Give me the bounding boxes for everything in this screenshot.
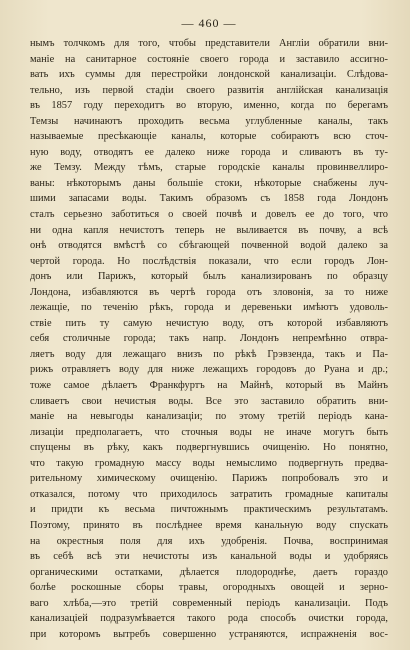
text-line: при которомъ вытребъ совершенно устраняются, испражненiя вос- bbox=[30, 628, 388, 640]
text-line: органическими остатками, дѣлается плодороднѣе, даетъ гораздо bbox=[30, 566, 388, 578]
text-line: Лондона, избавляются въ чертѣ города отъ зловонiя, за то ниже bbox=[30, 286, 388, 298]
page-number: — 460 — bbox=[181, 16, 237, 30]
text-line: что такую громадную массу воды немыслимо подвергнуть предва- bbox=[30, 457, 388, 469]
text-line: ваны: нѣкоторымъ даны большiе стоки, нѣкоторые снабжены луч- bbox=[30, 177, 388, 189]
text-line: рижъ отравляетъ воду для ниже лежащихъ городовъ до Руана и др.; bbox=[30, 364, 388, 376]
text-line: ляетъ воду для лежащаго внизъ по рѣкѣ Грэвзенда, такъ и Па- bbox=[30, 348, 388, 360]
text-line: лежащiе, по теченiю рѣкъ, города и деревеньки имѣютъ удоволь- bbox=[30, 302, 388, 314]
text-line: манiе на санитарное состоянiе своего города и заставило ассигно- bbox=[30, 53, 388, 65]
text-line: Поэтому, принято въ послѣднее время канальную воду спускать bbox=[30, 519, 388, 531]
text-line: нымъ толчкомъ для того, чтобы представители Англiи обратили вни- bbox=[30, 38, 388, 49]
text-line: ваго хлѣба,—это третiй современный перiодъ канализацiи. Подъ bbox=[30, 597, 388, 609]
text-line: лизацiи предполагаетъ, что сточныя воды не иначе могутъ быть bbox=[30, 426, 388, 438]
text-line: и придти къ весьма пичтожнымъ практическимъ результатамъ. bbox=[30, 504, 388, 516]
body-text bbox=[30, 36, 388, 642]
text-line: на окрестныя поля для ихъ удобренiя. Почва, воспринимая bbox=[30, 535, 388, 547]
text-line: болѣе роскошные сборы травы, огородныхъ овощей и зерно- bbox=[30, 582, 388, 594]
text-line: ную воду, отводятъ ее далеко ниже города и сливаютъ въ ту- bbox=[30, 146, 388, 158]
text-line: ствiе пить ту самую нечистую воду, отъ которой избавляютъ bbox=[30, 317, 388, 329]
text-line: себя столичные города; такъ напр. Лондонъ непремѣнно отвра- bbox=[30, 333, 388, 345]
text-line: тельно, изъ первой стадiи своего развитiя англiйская канализацiя bbox=[30, 84, 388, 96]
text-line: манiе на невыгоды канализацiи; по этому третiй перiодъ кана- bbox=[30, 411, 388, 423]
text-line: донъ или Парижъ, который былъ канализированъ по образцу bbox=[30, 271, 388, 283]
text-line: рительному химическому очищенiю. Парижъ попробовалъ это и bbox=[30, 473, 388, 485]
text-line: сливаетъ свои нечистыя воды. Все это заставило обратить вни- bbox=[30, 395, 388, 407]
text-line: шими запасами воды. Такимъ образомъ съ 1858 года Лондонъ bbox=[30, 193, 388, 205]
text-line: вать ихъ суммы для перестройки лондонской канализацiи. Слѣдова- bbox=[30, 69, 388, 81]
text-line: въ 1857 году переходитъ во вторую, именно, когда по берегамъ bbox=[30, 100, 388, 112]
text-line: сталъ серьезно заботиться о своей почвѣ и довелъ ее до того, что bbox=[30, 209, 388, 221]
text-line: въ себѣ всѣ эти нечистоты изъ канальной воды и удобряясь bbox=[30, 551, 388, 563]
text-line: называемые пресѣкающiе каналы, которые собираютъ всю сточ- bbox=[30, 131, 388, 143]
text-line: чертой города. Но послѣдствiя показали, что если городъ Лон- bbox=[30, 255, 388, 267]
text-line: Темзы начинаютъ проходить весьма углубленные каналы, такъ bbox=[30, 115, 388, 127]
text-line: спущены въ рѣку, какъ подвергнувшись очищенiю. Но понятно, bbox=[30, 442, 388, 454]
text-line: ни одна капля нечистотъ теперь не выливается въ почву, а всѣ bbox=[30, 224, 388, 236]
text-line: же Темзу. Между тѣмъ, старые городскiе каналы провинвеллиро- bbox=[30, 162, 388, 174]
text-line: тоже самое дѣлаетъ Франкфуртъ на Майнѣ, который въ Майнъ bbox=[30, 380, 388, 392]
text-line: канализацiей подразумѣвается такого рода способъ очистки города, bbox=[30, 613, 388, 625]
text-line: отказался, потому что приходилось затратить громадные капиталы bbox=[30, 488, 388, 500]
text-line: онѣ отводятся вмѣстѣ со сбѣгающей почвенной водой далеко за bbox=[30, 240, 388, 252]
